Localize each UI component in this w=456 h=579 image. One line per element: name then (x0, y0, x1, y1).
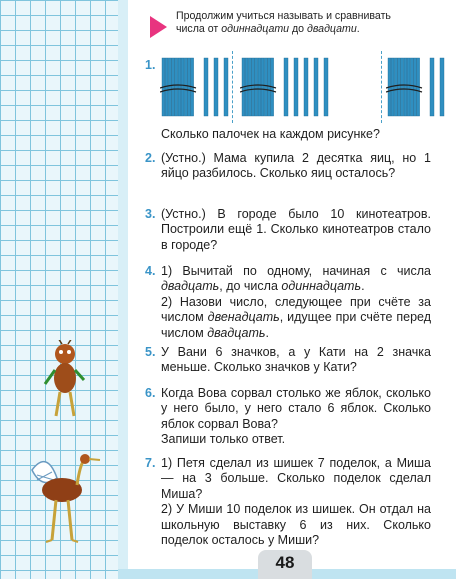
single-stick (440, 58, 444, 116)
task-number: 3. (145, 207, 156, 221)
bundle-stick (414, 58, 417, 116)
single-stick (204, 58, 208, 116)
bundle-stick (184, 58, 187, 116)
single-stick (224, 58, 228, 116)
bundle-stick (181, 58, 184, 116)
task-number: 5. (145, 345, 156, 359)
bundle-stick (258, 58, 261, 116)
bundle-stick (248, 58, 251, 116)
task-number: 2. (145, 151, 156, 165)
task-number: 4. (145, 264, 156, 278)
bundle-stick (261, 58, 264, 116)
ostrich-craft-icon (22, 450, 102, 550)
task-4-text: 1) Вычитай по одному, начиная с числа двадцать, до числа одиннадцать. 2) Назови число, следующее при счёте за числом двенадцать, идущее при счёте перед числом двадцать. (161, 264, 431, 340)
task-1-question: Сколько палочек на каждом рисунке? (161, 127, 380, 141)
bundle-stick (404, 58, 407, 116)
single-stick (324, 58, 328, 116)
task-number: 6. (145, 386, 156, 400)
pinecone-figure-icon (40, 340, 90, 420)
single-stick (430, 58, 434, 116)
bundle-stick (401, 58, 404, 116)
single-stick (314, 58, 318, 116)
bundle-stick (178, 58, 181, 116)
task-number: 7. (145, 456, 156, 470)
stick-figure-1 (160, 56, 230, 118)
bundle-stick (394, 58, 397, 116)
task-7-text: 1) Петя сделал из шишек 7 поделок, а Миша — на 3 больше. Сколько поделок сделал Миша? 2) У Миши 10 поделок из шишек. Он отдал на школьную выставку 6 из них. Сколько поделок осталось у Миши? (161, 456, 431, 548)
bundle-stick (398, 58, 401, 116)
bundle-stick (255, 58, 258, 116)
bundle-stick (168, 58, 171, 116)
page-number: 48 (275, 553, 295, 572)
divider (232, 51, 234, 123)
single-stick (304, 58, 308, 116)
task-3-text: (Устно.) В городе было 10 кинотеатров. Построили ещё 1. Сколько кинотеатров стало в городе? (161, 207, 431, 252)
task-6-text: Когда Вова сорвал столько же яблок, сколько у него было, у него стало 6 яблок. Сколько яблок сорвал Вова? Запиши только ответ. (161, 386, 431, 447)
task-5-text: У Вани 6 значков, а у Кати на 2 значка меньше. Сколько значков у Кати? (161, 345, 431, 375)
single-stick (214, 58, 218, 116)
pink-arrow-icon (150, 16, 167, 38)
stick-figure-2 (240, 56, 380, 118)
single-stick (284, 58, 288, 116)
task-2-text: (Устно.) Мама купила 2 десятка яиц, но 1 яйцо разбилось. Сколько яиц осталось? (161, 151, 431, 181)
bundle-stick (172, 58, 175, 116)
stick-figure-3 (386, 56, 446, 118)
divider (381, 51, 383, 123)
bundle-stick (252, 58, 255, 116)
bundle-stick (407, 58, 410, 116)
single-stick (294, 58, 298, 116)
bundle-stick (268, 58, 271, 116)
bundle-stick (188, 58, 191, 116)
bundle-stick (410, 58, 413, 116)
bundle-stick (175, 58, 178, 116)
task-number: 1. (145, 58, 156, 72)
lesson-intro: Продолжим учиться называть и сравнивать числа от одиннадцати до двадцати. (176, 10, 391, 35)
bundle-stick (264, 58, 267, 116)
margin-edge (118, 0, 128, 579)
